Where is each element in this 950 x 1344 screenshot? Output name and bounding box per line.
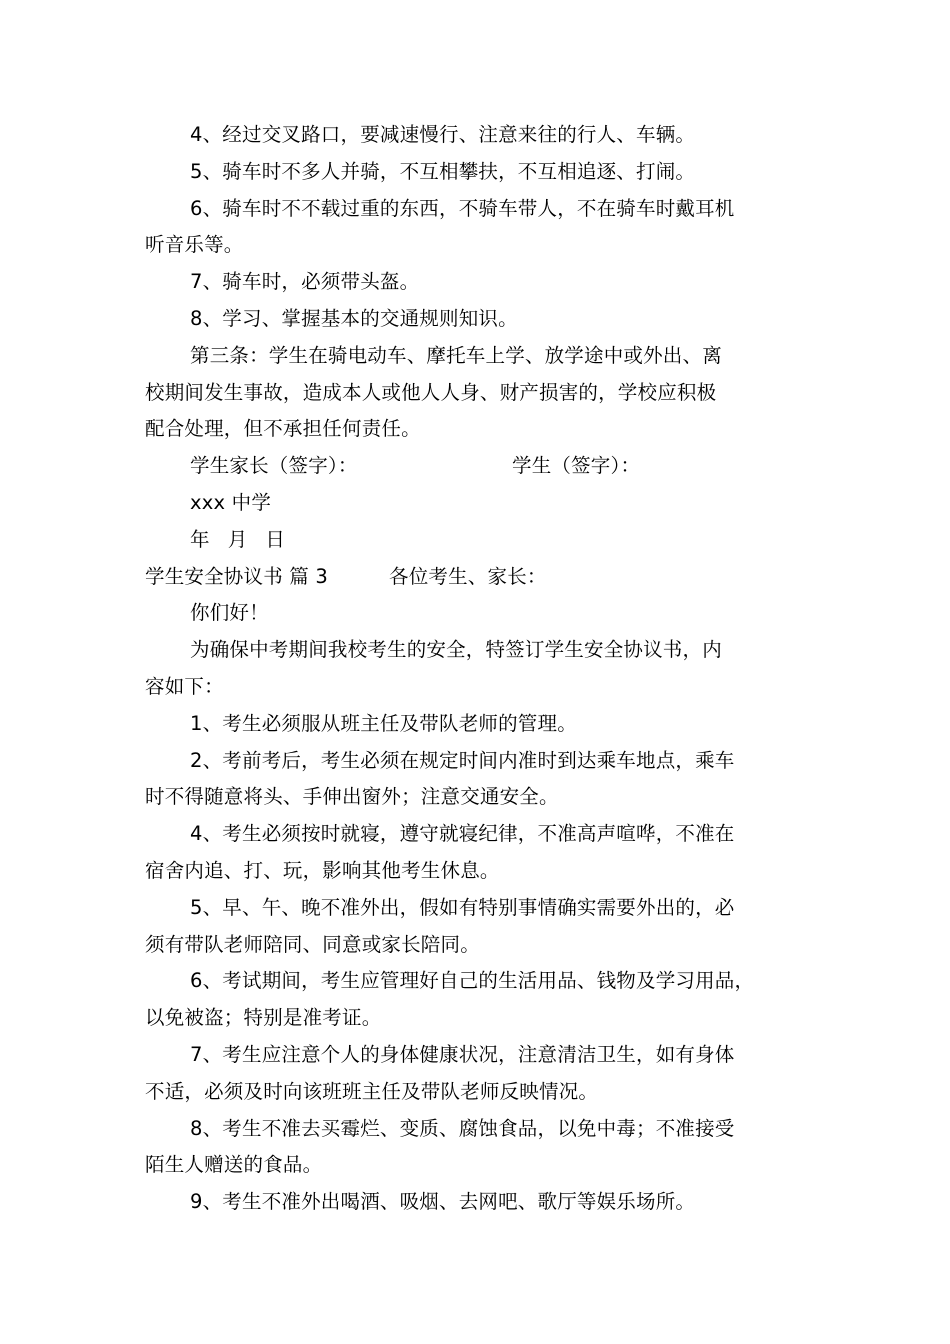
parent-signature-label: 学生家长（签字）：: [190, 454, 358, 478]
section-heading: [145, 559, 820, 596]
section-title: 学生安全协议书 篇 3: [145, 564, 329, 588]
rule-5-no-side-by-side: 5、骑车时不多人并骑，不互相攀扶，不互相追逐、打闹。: [190, 159, 696, 183]
exam-rule-7-line-2: 不适，必须及时向该班班主任及带队老师反映情况。: [145, 1079, 599, 1103]
exam-rule-6-line-2: 以免被盗；特别是准考证。: [145, 1006, 382, 1030]
article-3-line-3: 配合处理，但不承担任何责任。: [145, 417, 421, 441]
exam-rule-4-line-1: 4、考生必须按时就寝，遵守就寝纪律，不准高声喧哗，不准在: [190, 822, 735, 846]
exam-rule-7-line-1: 7、考生应注意个人的身体健康状况，注意清洁卫生，如有身体: [190, 1042, 735, 1066]
exam-rule-1: 1、考生必须服从班主任及带队老师的管理。: [190, 711, 577, 735]
student-signature-label: 学生（签字）：: [512, 454, 641, 478]
intro-line-1: 为确保中考期间我校考生的安全，特签订学生安全协议书，内: [190, 638, 722, 662]
exam-rule-5-line-2: 须有带队老师陪同、同意或家长陪同。: [145, 932, 480, 956]
rule-7-helmet: 7、骑车时，必须带头盔。: [190, 270, 420, 294]
exam-rule-2-line-1: 2、考前考后，考生必须在规定时间内准时到达乘车地点，乘车: [190, 748, 735, 772]
exam-rule-6-line-1: 6、考试期间，考生应管理好自己的生活用品、钱物及学习用品，: [190, 969, 755, 993]
signature-line: [145, 448, 820, 485]
salutation: 各位考生、家长：: [389, 564, 547, 588]
rule-6-line-2: 听音乐等。: [145, 233, 244, 257]
date-day: 日: [265, 527, 286, 551]
exam-rule-9: 9、考生不准外出喝酒、吸烟、去网吧、歌厅等娱乐场所。: [190, 1190, 696, 1214]
rule-6-line-1: 6、骑车时不不载过重的东西，不骑车带人，不在骑车时戴耳机: [190, 196, 735, 220]
article-3-line-1: 第三条：学生在骑电动车、摩托车上学、放学途中或外出、离: [190, 343, 722, 367]
date-month: 月: [227, 527, 248, 551]
exam-rule-2-line-2: 时不得随意将头、手伸出窗外；注意交通安全。: [145, 785, 559, 809]
date-year: 年: [190, 527, 210, 551]
exam-rule-8-line-2: 陌生人赠送的食品。: [145, 1153, 323, 1177]
exam-rule-5-line-1: 5、早、午、晚不准外出，假如有特别事情确实需要外出的，必: [190, 895, 735, 919]
rule-8-traffic-rules: 8、学习、掌握基本的交通规则知识。: [190, 306, 518, 330]
exam-rule-8-line-1: 8、考生不准去买霉烂、变质、腐蚀食品，以免中毒；不准接受: [190, 1116, 735, 1140]
date-line: [145, 522, 820, 559]
school-name: xxx 中学: [190, 490, 272, 514]
rule-4-crossroads: 4、经过交叉路口，要减速慢行、注意来往的行人、车辆。: [190, 123, 696, 146]
article-3-line-2: 校期间发生事故，造成本人或他人人身、财产损害的，学校应积极: [145, 380, 717, 404]
greeting: 你们好！: [190, 601, 269, 625]
intro-line-2: 容如下：: [145, 674, 224, 698]
document-body: [145, 117, 820, 1221]
exam-rule-4-line-2: 宿舍内追、打、玩，影响其他考生休息。: [145, 858, 500, 882]
